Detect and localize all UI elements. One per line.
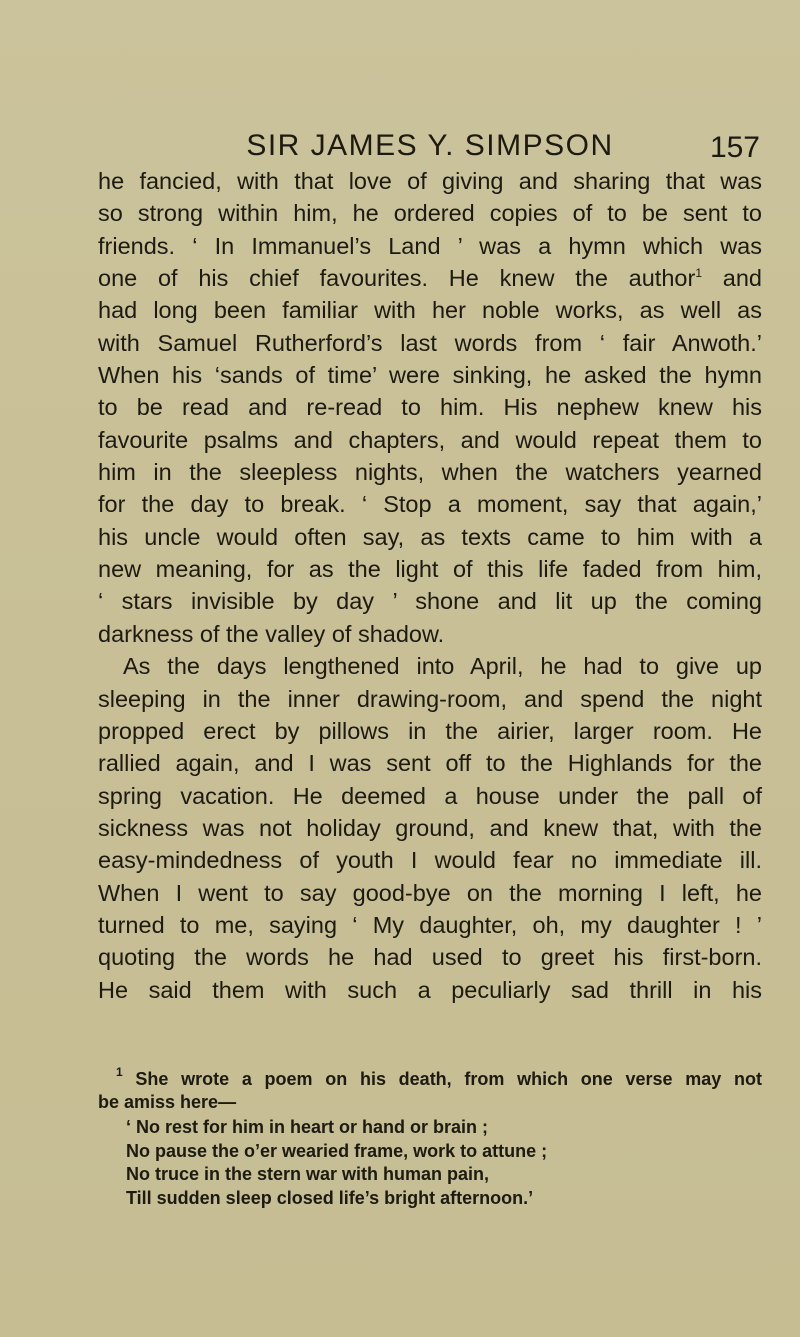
footnote-verse [98, 1116, 762, 1210]
text-line: for the day to break. ‘ Stop a moment, say that again,’ [98, 491, 762, 518]
page-number: 157 [709, 131, 760, 164]
text-line: so strong within him, he ordered copies of to be sent to [98, 200, 762, 227]
footnote-line [98, 1065, 762, 1091]
text-line: sleeping in the inner drawing-room, and spend the night [98, 685, 762, 712]
footnote [98, 1065, 762, 1210]
verse-line: Till sudden sleep closed life’s bright afternoon.’ [126, 1187, 534, 1208]
paragraph-1 [98, 165, 762, 650]
text-line: friends. ‘ In Immanuel’s Land ’ was a hymn which was [98, 232, 762, 259]
verse-line: No truce in the stern war with human pain, [126, 1164, 490, 1184]
text-line: him in the sleepless nights, when the watchers yearned [98, 459, 762, 486]
text-line-part: and [722, 265, 762, 292]
text-line: to be read and re-read to him. His nephew knew his [98, 394, 762, 421]
text-line: quoting the words he had used to greet his first-born. [98, 944, 762, 971]
verse-line: No pause the o’er wearied frame, work to attune ; [126, 1140, 548, 1161]
text-line: When I went to say good-bye on the morning I left, he [98, 879, 762, 906]
text-line: new meaning, for as the light of this life faded from him, [98, 556, 762, 583]
text-line: He said them with such a peculiarly sad thrill in his [98, 976, 762, 1003]
footnote-reference: 1 [695, 266, 702, 281]
text-line: turned to me, saying ‘ My daughter, oh, my daughter ! ’ [98, 911, 762, 938]
text-line: favourite psalms and chapters, and would repeat them to [98, 426, 762, 453]
text-line: with Samuel Rutherford’s last words from ‘ fair Anwoth.’ [98, 329, 762, 356]
footnote-line: be amiss here— [98, 1092, 237, 1112]
text-line: sickness was not holiday ground, and knew that, with the [98, 814, 762, 841]
footnote-text: She wrote a poem on his death, from which one verse may not [135, 1069, 762, 1089]
text-line: As the days lengthened into April, he had to give up [123, 653, 762, 680]
text-line: his uncle would often say, as texts came to him with a [98, 523, 762, 550]
text-line: When his ‘sands of time’ were sinking, he asked the hymn [98, 362, 762, 389]
verse-line: ‘ No rest for him in heart or hand or brain ; [126, 1117, 489, 1137]
running-head-title: SIR JAMES Y. SIMPSON [246, 129, 614, 162]
text-line: had long been familiar with her noble works, as well as [98, 297, 762, 324]
text-line-with-footnote-ref [98, 262, 762, 294]
body-text [98, 165, 762, 1006]
text-line-part: one of his chief favourites. He knew the author [98, 265, 696, 292]
paragraph-2 [98, 650, 762, 1006]
text-line: spring vacation. He deemed a house under the pall of [98, 782, 762, 809]
text-line: propped erect by pillows in the airier, larger room. He [98, 717, 762, 744]
text-line: ‘ stars invisible by day ’ shone and lit up the coming [98, 588, 762, 615]
text-line: darkness of the valley of shadow. [98, 620, 445, 647]
text-line: he fancied, with that love of giving and sharing that was [98, 168, 762, 194]
running-head [100, 128, 760, 168]
text-line: rallied again, and I was sent off to the Highlands for the [98, 750, 762, 777]
footnote-marker: 1 [116, 1065, 123, 1079]
text-line: easy-mindedness of youth I would fear no immediate ill. [98, 847, 762, 874]
